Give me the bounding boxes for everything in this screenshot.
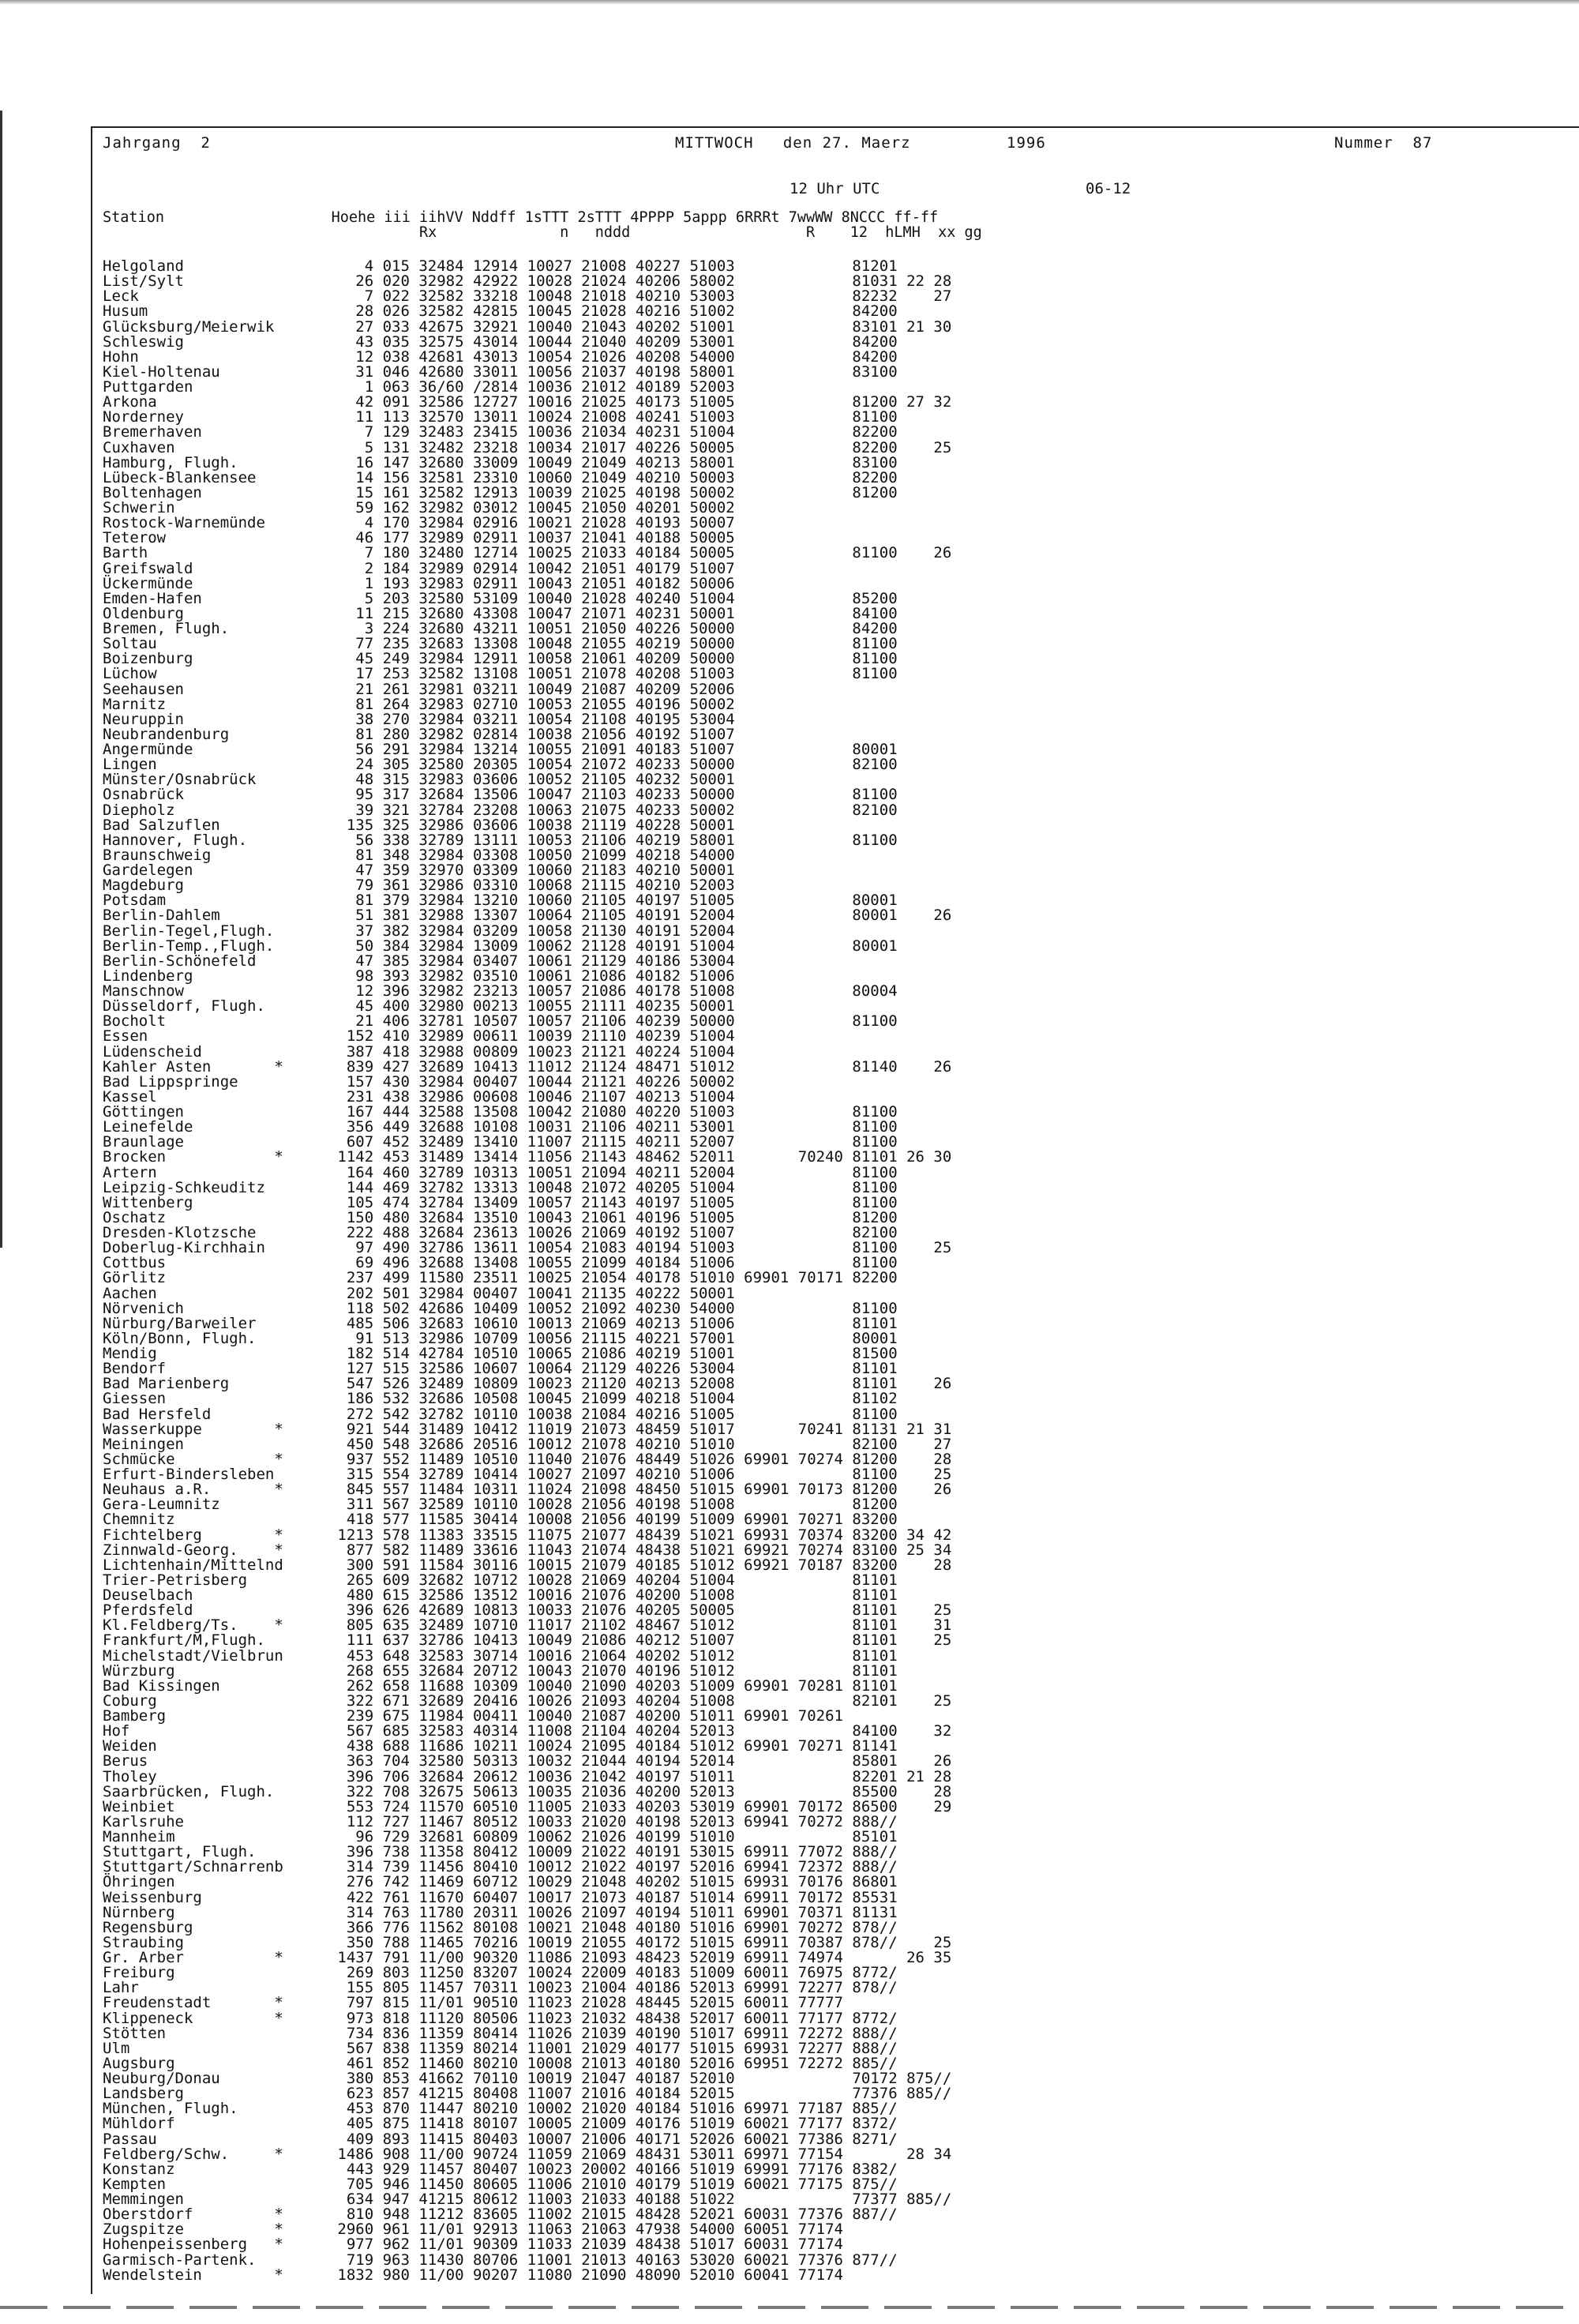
station-row: Ulm 567 838 11359 80214 11001 21029 40177 51015 69931 72277 888// (103, 2039, 898, 2057)
column-header-line-2: Rx n nddd R 12 hLMH xx gg (103, 224, 982, 241)
station-row: Oberstdorf * 810 948 11212 83605 11002 21015 48428 52021 60031 77376 887// (103, 2206, 898, 2224)
station-row: Kempten 705 946 11450 80605 11006 21010 40179 51019 60021 77175 875// (103, 2175, 898, 2193)
station-row: Görlitz 237 499 11580 23511 10025 21054 40178 51010 69901 70171 82200 (103, 1269, 898, 1287)
station-row: Passau 409 893 11415 80403 10007 21006 40171 52026 60021 77386 8271/ (103, 2130, 898, 2148)
station-row: Arkona 42 091 32586 12727 10016 21025 40173 51005 81200 27 32 (103, 393, 952, 411)
utc-label: 12 Uhr UTC (790, 180, 880, 197)
station-row: Gr. Arber * 1437 791 11/00 90320 11086 21093 48423 52019 69911 74974 26 35 (103, 1949, 952, 1966)
station-row: Braunschweig 81 348 32984 03308 10050 21099 40218 54000 (103, 846, 735, 864)
station-row: Doberlug-Kirchhain 97 490 32786 13611 10054 21083 40194 51003 81100 25 (103, 1239, 952, 1257)
station-row: Emden-Hafen 5 203 32580 53109 10040 21028 40240 51004 85200 (103, 589, 898, 607)
station-row: Leinefelde 356 449 32688 10108 10031 21106 40211 53001 81100 (103, 1118, 898, 1136)
station-row: Kl.Feldberg/Ts. * 805 635 32489 10710 11017 21102 48467 51012 81101 31 (103, 1616, 952, 1635)
year-label: 1996 (1007, 134, 1046, 152)
station-row: Bocholt 21 406 32781 10507 10057 21106 40239 50000 81100 (103, 1012, 898, 1031)
station-row: Bad Kissingen 262 658 11688 10309 10040 21090 40203 51009 69901 70281 81101 (103, 1676, 898, 1695)
station-row: Weissenburg 422 761 11670 60407 10017 21073 40187 51014 69911 70172 85531 (103, 1888, 898, 1906)
station-row: Garmisch-Partenk. 719 963 11430 80706 11001 21013 40163 53020 60021 77376 877// (103, 2251, 898, 2269)
station-row: Bad Lippspringe 157 430 32984 00407 10044 21121 40226 50002 (103, 1072, 735, 1091)
station-row: Landsberg 623 857 41215 80408 11007 21016 40184 52015 77376 885// (103, 2085, 952, 2103)
station-row: Nürnberg 314 763 11780 20311 10026 21097 40194 51011 69901 70371 81131 (103, 1903, 898, 1921)
station-row: Rostock-Warnemünde 4 170 32984 02916 10021 21028 40193 50007 (103, 514, 735, 532)
station-row: List/Sylt 26 020 32982 42922 10028 21024 40206 58002 81031 22 28 (103, 272, 952, 291)
station-row: Puttgarden 1 063 36/60 /2814 10036 21012 40189 52003 (103, 378, 735, 396)
station-row: Nörvenich 118 502 42686 10409 10052 21092 40230 54000 81100 (103, 1299, 898, 1317)
station-row: Bamberg 239 675 11984 00411 10040 21087 40200 51011 69901 70261 (103, 1707, 843, 1725)
station-row: Wittenberg 105 474 32784 13409 10057 21143 40197 51005 81100 (103, 1193, 898, 1211)
station-row: Trier-Petrisberg 265 609 32682 10712 10028 21069 40204 51004 81101 (103, 1571, 898, 1589)
station-row: Manschnow 12 396 32982 23213 10057 21086 40178 51008 80004 (103, 982, 898, 1000)
station-row: Lüdenscheid 387 418 32988 00809 10023 21121 40224 51004 (103, 1042, 735, 1061)
station-row: Regensburg 366 776 11562 80108 10021 21048 40180 51016 69901 70272 878// (103, 1918, 898, 1936)
station-row: Essen 152 410 32989 00611 10039 21110 40239 51004 (103, 1027, 735, 1046)
station-row: Freiburg 269 803 11250 83207 10024 22009 40183 51009 60011 76975 8772/ (103, 1964, 898, 1982)
station-row: Bremen, Flugh. 3 224 32680 43211 10051 21050 40226 50000 84200 (103, 620, 898, 637)
station-table (103, 259, 951, 2283)
station-row: Hamburg, Flugh. 16 147 32680 33009 10049 21049 40213 58001 83100 (103, 453, 898, 471)
station-row: Aachen 202 501 32984 00407 10041 21135 40222 50001 (103, 1284, 735, 1302)
station-row: Bad Marienberg 547 526 32489 10809 10023 21120 40213 52008 81101 26 (103, 1375, 952, 1393)
station-row: Ückermünde 1 193 32983 02911 10043 21051 40182 50006 (103, 574, 735, 592)
station-row: Konstanz 443 929 11457 80407 10023 20002 40166 51019 69991 77176 8382/ (103, 2160, 898, 2178)
station-row: Straubing 350 788 11465 70216 10019 21055 40172 51015 69911 70387 878// 25 (103, 1933, 952, 1951)
station-row: Saarbrücken, Flugh. 322 708 32675 50613 10035 21036 40200 52013 85500 28 (103, 1782, 952, 1800)
station-row: Lahr 155 805 11457 70311 10023 21004 40186 52013 69991 72277 878// (103, 1979, 898, 1997)
station-row: Weinbiet 553 724 11570 60510 11005 21033 40203 53019 69901 70172 86500 29 (103, 1797, 952, 1815)
station-row: Hof 567 685 32583 40314 11008 21104 40204 52013 84100 32 (103, 1722, 952, 1740)
station-row: Freudenstadt * 797 815 11/01 90510 11023 21028 48445 52015 60011 77777 (103, 1994, 843, 2012)
station-row: Zinnwald-Georg. * 877 582 11489 33616 11043 21074 48438 51021 69921 70274 83100 25 34 (103, 1541, 952, 1559)
issue-number: Nummer 87 (1334, 134, 1433, 152)
table-left-border (91, 126, 92, 2294)
station-row: Chemnitz 418 577 11585 30414 10008 21056 40199 51009 69901 70271 83200 (103, 1511, 898, 1529)
station-row: München, Flugh. 453 870 11447 80210 10002 21020 40184 51016 69971 77187 885// (103, 2100, 898, 2118)
scan-edge (0, 0, 1579, 5)
station-row: Neubrandenburg 81 280 32982 02814 10038 21056 40192 51007 (103, 725, 735, 743)
station-row: Meiningen 450 548 32686 20516 10012 21078 40210 51010 82100 27 (103, 1435, 952, 1453)
station-row: Leipzig-Schkeuditz 144 469 32782 13313 10048 21072 40205 51004 81100 (103, 1178, 898, 1196)
column-headers (103, 210, 982, 240)
station-row: Stuttgart/Schnarrenb 314 739 11456 80410 10012 21022 40197 52016 69941 72372 888// (103, 1858, 898, 1876)
station-row: Feldberg/Schw. * 1486 908 11/00 90724 11059 21069 48431 53011 69971 77154 28 34 (103, 2145, 952, 2163)
station-row: Köln/Bonn, Flugh. 91 513 32986 10709 10056 21115 40221 57001 80001 (103, 1329, 898, 1347)
station-row: Tholey 396 706 32684 20612 10036 21042 40197 51011 82201 21 28 (103, 1767, 952, 1785)
station-row: Neuruppin 38 270 32984 03211 10054 21108 40195 53004 (103, 710, 735, 728)
station-row: Kahler Asten * 839 427 32689 10413 11012 21124 48471 51012 81140 26 (103, 1057, 952, 1076)
bottom-edge (0, 2306, 1579, 2309)
station-row: Gera-Leumnitz 311 567 32589 10110 10028 21056 40198 51008 81200 (103, 1496, 898, 1514)
station-row: Helgoland 4 015 32484 12914 10027 21008 40227 51003 81201 (103, 257, 898, 275)
station-row: Gardelegen 47 359 32970 03309 10060 21183 40210 50001 (103, 862, 735, 879)
station-row: Wendelstein * 1832 980 11/00 90207 11080 21090 48090 52010 60041 77174 (103, 2266, 843, 2284)
station-row: Kassel 231 438 32986 00608 10046 21107 40213 51004 (103, 1087, 735, 1106)
station-row: Münster/Osnabrück 48 315 32983 03606 10052 21105 40232 50001 (103, 771, 735, 789)
station-row: Potsdam 81 379 32984 13210 10060 21105 40197 51005 80001 (103, 892, 898, 910)
station-row: Seehausen 21 261 32981 03211 10049 21087 40209 52006 (103, 680, 735, 698)
station-row: Glücksburg/Meierwik 27 033 42675 32921 10040 21043 40202 51001 83101 21 30 (103, 317, 952, 336)
station-row: Hohn 12 038 42681 43013 10054 21026 40208 54000 84200 (103, 347, 898, 366)
station-row: Karlsruhe 112 727 11467 80512 10033 21020 40198 52013 69941 70272 888// (103, 1812, 898, 1830)
station-row: Schleswig 43 035 32575 43014 10044 21040 40209 53001 84200 (103, 332, 898, 351)
station-row: Memmingen 634 947 41215 80612 11003 21033 40188 51022 77377 885// (103, 2191, 952, 2208)
station-row: Frankfurt/M,Flugh. 111 637 32786 10413 10049 21086 40212 51007 81101 25 (103, 1631, 952, 1650)
station-row: Boizenburg 45 249 32984 12911 10058 21061 40209 50000 81100 (103, 650, 898, 668)
station-row: Stötten 734 836 11359 80414 11026 21039 40190 51017 69911 72272 888// (103, 2024, 898, 2042)
station-row: Bad Hersfeld 272 542 32782 10110 10038 21084 40216 51005 81100 (103, 1405, 898, 1423)
station-row: Düsseldorf, Flugh. 45 400 32980 00213 10055 21111 40235 50001 (103, 997, 735, 1016)
volume-label: Jahrgang 2 (103, 134, 211, 152)
station-row: Brocken * 1142 453 31489 13414 11056 21143 48462 52011 70240 81101 26 30 (103, 1148, 952, 1166)
station-row: Augsburg 461 852 11460 80210 10008 21013 40180 52016 69951 72272 885// (103, 2054, 898, 2072)
station-row: Osnabrück 95 317 32684 13506 10047 21103 40233 50000 81100 (103, 786, 898, 804)
station-row: Cuxhaven 5 131 32482 23218 10034 21017 40226 50005 82200 25 (103, 438, 952, 456)
station-row: Göttingen 167 444 32588 13508 10042 21080 40220 51003 81100 (103, 1103, 898, 1121)
station-row: Würzburg 268 655 32684 20712 10043 21070 40196 51012 81101 (103, 1661, 898, 1680)
utc-range: 06-12 (1086, 180, 1131, 197)
station-row: Neuburg/Donau 380 853 41662 70110 10019 21047 40187 52010 70172 875// (103, 2070, 952, 2087)
station-row: Öhringen 276 742 11469 60712 10029 21048 40202 51015 69931 70176 86801 (103, 1873, 898, 1891)
station-row: Leck 7 022 32582 33218 10048 21018 40210 53003 82232 27 (103, 287, 952, 306)
station-row: Bremerhaven 7 129 32483 23415 10036 21034 40231 51004 82200 (103, 423, 898, 441)
station-row: Hannover, Flugh. 56 338 32789 13111 10053 21106 40219 58001 81100 (103, 831, 898, 849)
station-row: Mühldorf 405 875 11418 80107 10005 21009 40176 51019 60021 77177 8372/ (103, 2115, 898, 2133)
station-row: Hohenpeissenberg * 977 962 11/01 90309 11033 21039 48438 51017 60031 77174 (103, 2236, 843, 2254)
station-row: Lüchow 17 253 32582 13108 10051 21078 40208 51003 81100 (103, 665, 898, 683)
station-row: Soltau 77 235 32683 13308 10048 21055 40219 50000 81100 (103, 635, 898, 653)
station-row: Oldenburg 11 215 32680 43308 10047 21071 40231 50001 84100 (103, 604, 898, 622)
station-row: Angermünde 56 291 32984 13214 10055 21091 40183 51007 80001 (103, 741, 898, 758)
station-row: Klippeneck * 973 818 11120 80506 11023 21032 48438 52017 60011 77177 8772/ (103, 2009, 898, 2027)
date-label: MITTWOCH den 27. Maerz (675, 134, 911, 152)
station-row: Wasserkuppe * 921 544 31489 10412 11019 21073 48459 51017 70241 81131 21 31 (103, 1420, 952, 1438)
station-row: Teterow 46 177 32989 02911 10037 21041 40188 50005 (103, 529, 735, 547)
station-row: Lübeck-Blankensee 14 156 32581 23310 10060 21049 40210 50003 82200 (103, 468, 898, 486)
station-row: Dresden-Klotzsche 222 488 32684 23613 10026 21069 40192 51007 82100 (103, 1224, 898, 1241)
station-row: Mendig 182 514 42784 10510 10065 21086 40219 51001 81500 (103, 1345, 898, 1362)
station-row: Weiden 438 688 11686 10211 10024 21095 40184 51012 69901 70271 81141 (103, 1737, 898, 1755)
station-row: Neuhaus a.R. * 845 557 11484 10311 11024 21098 48450 51015 69901 70173 81200 26 (103, 1481, 952, 1499)
station-row: Berlin-Schönefeld 47 385 32984 03407 10061 21129 40186 53004 (103, 952, 735, 970)
station-row: Schwerin 59 162 32982 03012 10045 21050 40201 50002 (103, 499, 735, 516)
station-row: Zugspitze * 2960 961 11/01 92913 11063 21063 47938 54000 60051 77174 (103, 2221, 843, 2239)
station-row: Nürburg/Barweiler 485 506 32683 10610 10013 21069 40213 51006 81101 (103, 1314, 898, 1332)
station-row: Pferdsfeld 396 626 42689 10813 10033 21076 40205 50005 81101 25 (103, 1601, 952, 1620)
station-row: Erfurt-Bindersleben 315 554 32789 10414 10027 21097 40210 51006 81100 25 (103, 1466, 952, 1483)
station-row: Norderney 11 113 32570 13011 10024 21008 40241 51003 81100 (103, 408, 898, 426)
station-row: Mannheim 96 729 32681 60809 10062 21026 40199 51010 85101 (103, 1828, 898, 1845)
station-row: Marnitz 81 264 32983 02710 10053 21055 40196 50002 (103, 695, 735, 713)
station-row: Artern 164 460 32789 10313 10051 21094 40211 52004 81100 (103, 1163, 898, 1181)
station-row: Lingen 24 305 32580 20305 10054 21072 40233 50000 82100 (103, 756, 898, 774)
station-row: Husum 28 026 32582 42815 10045 21028 40216 51002 84200 (103, 302, 898, 321)
scan-margin-line (0, 111, 2, 1248)
station-row: Berlin-Dahlem 51 381 32988 13307 10064 21105 40191 52004 80001 26 (103, 907, 952, 925)
station-row: Berus 363 704 32580 50313 10032 21044 40194 52014 85801 26 (103, 1752, 952, 1770)
station-row: Diepholz 39 321 32784 23208 10063 21075 40233 50002 82100 (103, 801, 898, 819)
station-row: Magdeburg 79 361 32986 03310 10068 21115 40210 52003 (103, 877, 735, 895)
station-row: Greifswald 2 184 32989 02914 10042 21051 40179 51007 (103, 559, 735, 577)
station-row: Boltenhagen 15 161 32582 12913 10039 21025 40198 50002 81200 (103, 483, 898, 501)
column-header-line-1: Station Hoehe iii iihVV Nddff 1sTTT 2sTTT 4PPPP 5appp 6RRRt 7wwWW 8NCCC ff-ff (103, 209, 939, 226)
station-row: Bendorf 127 515 32586 10607 10064 21129 40226 53004 81101 (103, 1360, 898, 1378)
station-row: Berlin-Tegel,Flugh. 37 382 32984 03209 10058 21130 40191 52004 (103, 922, 735, 940)
station-row: Bad Salzuflen 135 325 32986 03606 10038 21119 40228 50001 (103, 816, 735, 834)
station-row: Berlin-Temp.,Flugh. 50 384 32984 13009 10062 21128 40191 51004 80001 (103, 937, 898, 955)
station-row: Stuttgart, Flugh. 396 738 11358 80412 10009 21022 40191 53015 69911 77072 888// (103, 1843, 898, 1861)
station-row: Deuselbach 480 615 32586 13512 10016 21076 40200 51008 81101 (103, 1586, 898, 1604)
station-row: Coburg 322 671 32689 20416 10026 21093 40204 51008 82101 25 (103, 1691, 952, 1710)
station-row: Lichtenhain/Mittelnd 300 591 11584 30116 10015 21079 40185 51012 69921 70187 83200 28 (103, 1556, 952, 1574)
station-row: Kiel-Holtenau 31 046 42680 33011 10056 21037 40198 58001 83100 (103, 362, 898, 381)
station-row: Lindenberg 98 393 32982 03510 10061 21086 40182 51006 (103, 967, 735, 985)
station-row: Michelstadt/Vielbrun 453 648 32583 30714 10016 21064 40202 51012 81101 (103, 1646, 898, 1665)
station-row: Fichtelberg * 1213 578 11383 33515 11075 21077 48439 51021 69931 70374 83200 34 42 (103, 1526, 952, 1544)
station-row: Oschatz 150 480 32684 13510 10043 21061 40196 51005 81200 (103, 1208, 898, 1226)
header-rule (91, 126, 1449, 128)
header-rule-right (1417, 126, 1579, 128)
station-row: Barth 7 180 32480 12714 10025 21033 40184 50005 81100 26 (103, 544, 952, 562)
station-row: Schmücke * 937 552 11489 10510 11040 21076 48449 51026 69901 70274 81200 28 (103, 1450, 952, 1468)
station-row: Braunlage 607 452 32489 13410 11007 21115 40211 52007 81100 (103, 1133, 898, 1151)
station-row: Cottbus 69 496 32688 13408 10055 21099 40184 51006 81100 (103, 1254, 898, 1272)
station-row: Giessen 186 532 32686 10508 10045 21099 40218 51004 81102 (103, 1390, 898, 1408)
